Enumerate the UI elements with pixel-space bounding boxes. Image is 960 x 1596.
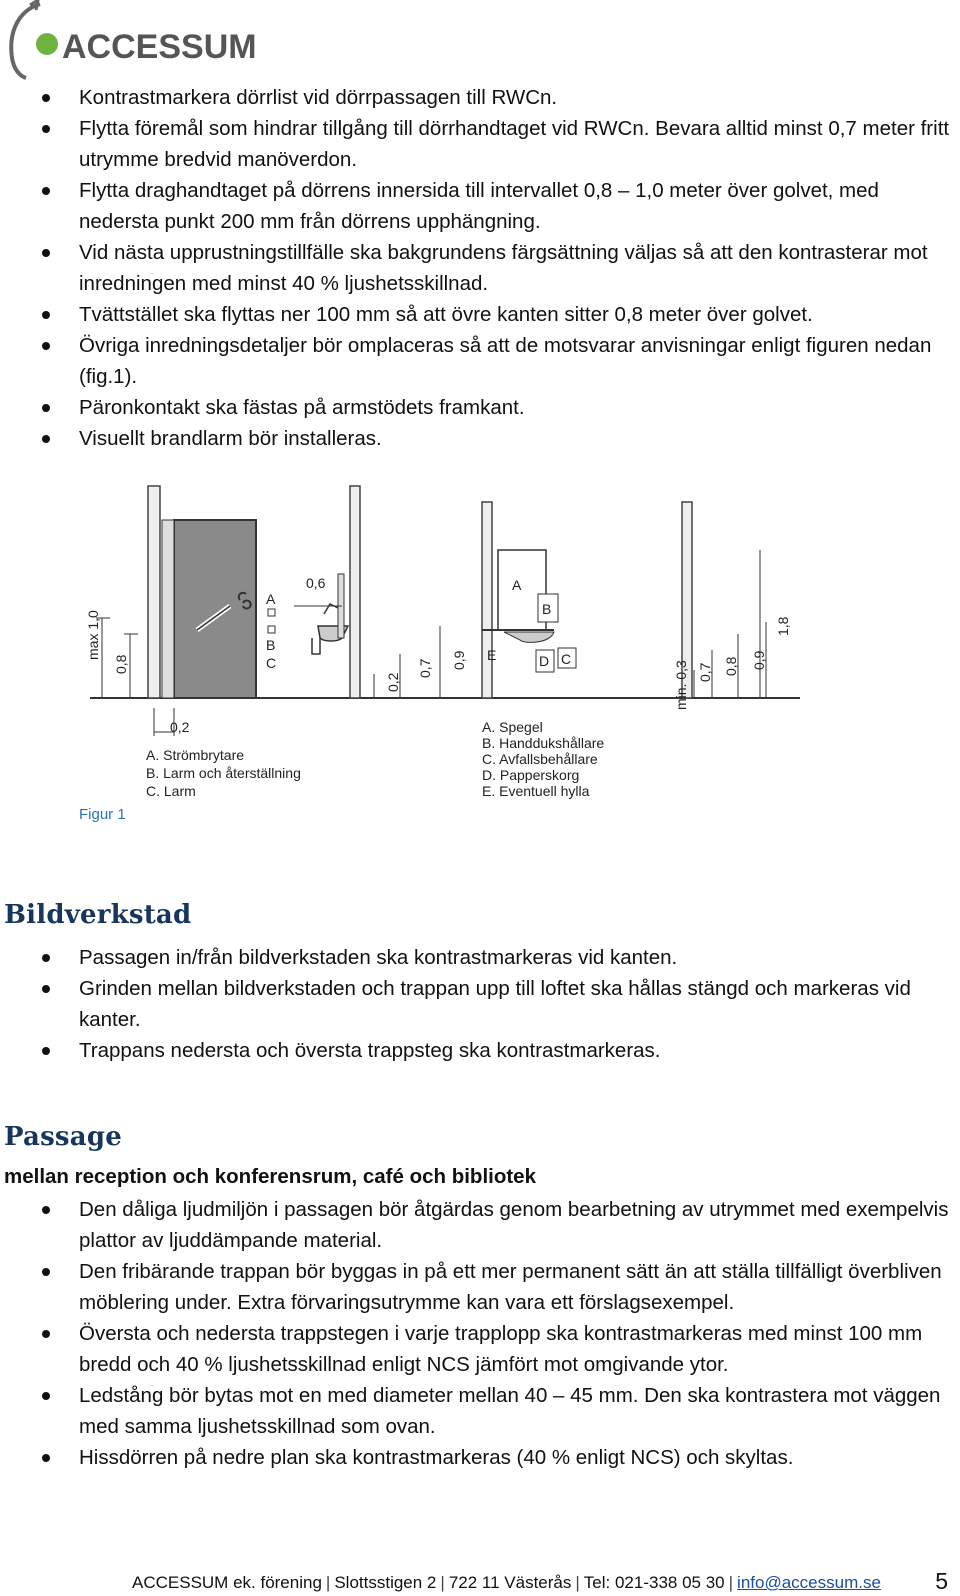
dim-max-1-0: max 1,0 xyxy=(85,610,101,660)
page-footer xyxy=(0,1570,960,1596)
legend-right-e: E. Eventuell hylla xyxy=(482,783,590,799)
label-shelf-e: E xyxy=(487,647,497,663)
footer-postal: 722 11 Västerås xyxy=(448,1573,572,1592)
list-item: Päronkontakt ska fästas på armstödets framkant. xyxy=(0,392,960,423)
list-item: Kontrastmarkera dörrlist vid dörrpassagen till RWCn. xyxy=(0,82,960,113)
dim-0-8-right: 0,8 xyxy=(723,656,739,676)
label-mirror-a: A xyxy=(512,577,522,593)
legend-right-a: A. Spegel xyxy=(482,719,543,735)
list-item: Den fribärande trappan bör byggas in på ett mer permanent sätt än att ställa tillfälligt överbliven möblering under. Extra förvaringsutrymme kan vara ett förslagsexempel. xyxy=(0,1256,960,1318)
heading-passage: Passage xyxy=(4,1122,122,1152)
dim-0-6: 0,6 xyxy=(306,575,326,591)
legend-left-a: A. Strömbrytare xyxy=(146,747,245,763)
list-item: Ledstång bör bytas mot en med diameter mellan 40 – 45 mm. Den ska kontrastera mot väggen med samma ljushetsskillnad som ovan. xyxy=(0,1380,960,1442)
footer-contact: ACCESSUM ek. förening | Slottsstigen 2 | 722 11 Västerås | Tel: 021-338 05 30 | info@accessum.se xyxy=(132,1573,881,1592)
logo-text: ACCESSUM xyxy=(62,28,257,66)
list-item: Vid nästa upprustningstillfälle ska bakgrundens färgsättning väljas så att den kontrasterar mot inredningen med minst 40 % ljushetsskillnad. xyxy=(0,237,960,299)
list-item: Tvättstället ska flyttas ner 100 mm så att övre kanten sitter 0,8 meter över golvet. xyxy=(0,299,960,330)
legend-left-b: B. Larm och återställning xyxy=(146,765,301,781)
label-b: B xyxy=(266,637,276,653)
passage-bullet-list xyxy=(0,1194,960,1473)
rwc-figure xyxy=(80,478,800,838)
list-item: Den dåliga ljudmiljön i passagen bör åtgärdas genom bearbetning av utrymmet med exempelvis plattor av ljuddämpande material. xyxy=(0,1194,960,1256)
page-number: 5 xyxy=(935,1568,948,1594)
accessum-logo xyxy=(0,0,270,80)
list-item: Trappans nedersta och översta trappsteg ska kontrastmarkeras. xyxy=(0,1035,960,1066)
dim-0-8: 0,8 xyxy=(113,654,129,674)
list-item: Grinden mellan bildverkstaden och trappan upp till loftet ska hållas stängd och markeras vid kanter. xyxy=(0,973,960,1035)
list-item: Övriga inredningsdetaljer bör omplaceras så att de motsvarar anvisningar enligt figuren nedan (fig.1). xyxy=(0,330,960,392)
legend-left-c: C. Larm xyxy=(146,783,196,799)
label-towel-b: B xyxy=(542,601,552,617)
subheading-passage: mellan reception och konferensrum, café och bibliotek xyxy=(4,1165,536,1188)
list-item: Flytta föremål som hindrar tillgång till dörrhandtaget vid RWCn. Bevara alltid minst 0,7 meter fritt utrymme bredvid manöverdon. xyxy=(0,113,960,175)
dim-0-7-right: 0,7 xyxy=(697,662,713,682)
label-a: A xyxy=(266,591,276,607)
footer-address: Slottsstigen 2 xyxy=(334,1573,437,1592)
label-bin-d: D xyxy=(539,653,550,669)
label-c: C xyxy=(266,655,277,671)
dim-0-2-bottom: 0,2 xyxy=(170,719,190,735)
legend-right-c: C. Avfallsbehållare xyxy=(482,751,598,767)
dim-0-9: 0,9 xyxy=(451,650,467,670)
list-item: Hissdörren på nedre plan ska kontrastmarkeras (40 % enligt NCS) och skyltas. xyxy=(0,1442,960,1473)
legend-right-d: D. Papperskorg xyxy=(482,767,580,783)
bildverkstad-bullet-list xyxy=(0,942,960,1066)
list-item: Visuellt brandlarm bör installeras. xyxy=(0,423,960,454)
footer-phone: Tel: 021-338 05 30 xyxy=(583,1573,725,1592)
dim-0-2-right: 0,2 xyxy=(385,672,401,692)
dim-min-0-3: min. 0,3 xyxy=(673,660,689,710)
dim-1-8: 1,8 xyxy=(775,616,791,636)
list-item: Översta och nedersta trappstegen i varje trapplopp ska kontrastmarkeras med minst 100 mm bredd och 40 % ljushetsskillnad enligt NCS jämfört mot omgivande ytor. xyxy=(0,1318,960,1380)
footer-org: ACCESSUM ek. förening xyxy=(132,1573,322,1592)
legend-right-b: B. Handdukshållare xyxy=(482,735,605,751)
list-item: Flytta draghandtaget på dörrens innersida till intervallet 0,8 – 1,0 meter över golvet, med nedersta punkt 200 mm från dörrens upphängning. xyxy=(0,175,960,237)
dim-0-9-right: 0,9 xyxy=(751,650,767,670)
heading-bildverkstad: Bildverkstad xyxy=(4,900,192,930)
list-item: Passagen in/från bildverkstaden ska kontrastmarkeras vid kanten. xyxy=(0,942,960,973)
label-waste-c: C xyxy=(561,651,572,667)
dim-0-7: 0,7 xyxy=(417,658,433,678)
left-wall-drawing xyxy=(85,486,480,799)
footer-email-link[interactable]: info@accessum.se xyxy=(737,1573,881,1592)
intro-bullet-list xyxy=(0,82,960,454)
figure-caption: Figur 1 xyxy=(79,806,126,823)
right-wall-drawing xyxy=(480,502,800,799)
